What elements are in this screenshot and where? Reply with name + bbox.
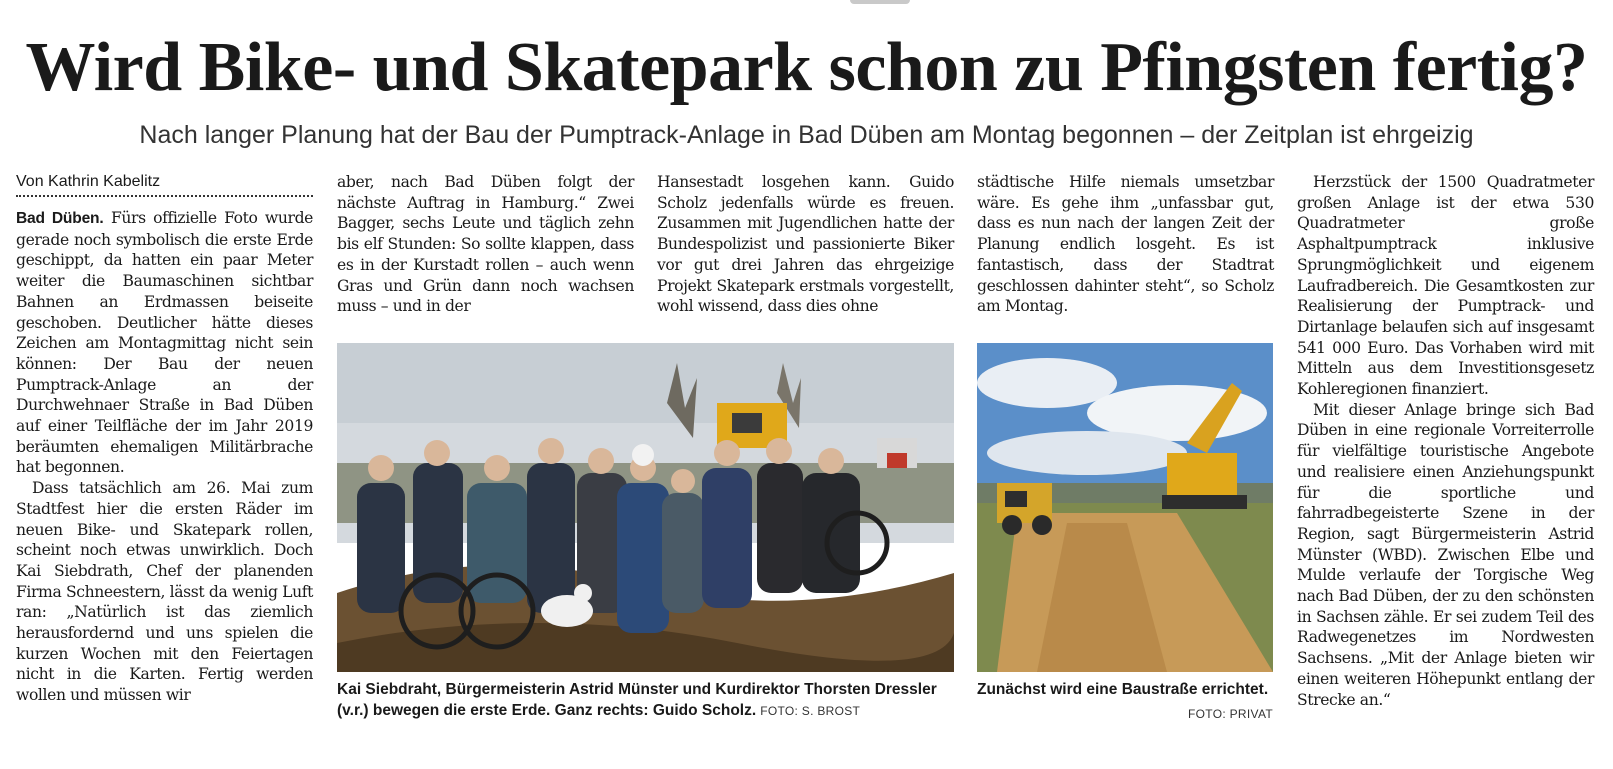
groundbreaking-photo-caption [337, 679, 954, 722]
paragraph-1-text: Fürs offizielle Foto wurde gerade noch symbolisch die erste Erde geschippt, da hatten ein paar Meter weiter die Baumaschinen sichtbar Bahnen an Erdmassen beiseite geschoben. Deutlicher hätte dieses Zeichen am Montagmittag nicht sein können: Der Bau der neuen Pumptrack-Anlage an der Durchwehnaer Straße in Bad Düben auf einer Teilfläche der im Jahr 2019 beräumten ehemaligen Militärbrache hat begonnen. [16, 209, 313, 477]
column-3-text: Hansestadt losgehen kann. Guido Scholz jedenfalls würde es freuen. Zusammen mit Jugendlichen hatte der Bundespolizist und passionierte Biker vor gut drei Jahren das ehrgeizige Projekt Skatepark erstmals vorgestellt, wohl wissend, dass dies ohne [657, 173, 954, 316]
article-column-5 [1297, 172, 1594, 710]
paragraph-2: Dass tatsächlich am 26. Mai zum Stadtfest hier die ersten Räder im neuen Bike- und Skatepark rollen, scheint noch etwas unwirklich. Doch Kai Siebdrath, Chef der planenden Firma Schneestern, lässt da wenig Luft ran: „Natürlich ist das ziemlich herausfordernd und uns spielen die kurzen Wochen mit den Feiertagen nicht in die Karten. Fertig werden wollen und müssen wir [16, 479, 313, 705]
groundbreaking-photo [337, 343, 954, 672]
column-5-paragraph-2: Mit dieser Anlage bringe sich Bad Düben in eine regionale Vorreiterrolle für vielfältige touristische Angebote und realisiere einen Anziehungspunkt für die sportliche und fahrradbegeisterte Szene in der Region, sagt Bürgermeisterin Astrid Münster (WBD). Zwischen Elbe und Mulde verlaufe der Torgische Weg nach Bad Düben, der zu den schönsten in Sachsen zähle. Er sei zudem Teil des Radwegenetzes im Nordwesten Sachsens. „Mit der Anlage bieten wir einen weiteren Höhepunkt entlang der Strecke an.“ [1297, 400, 1594, 709]
subheadline: Nach langer Planung hat der Bau der Pumptrack-Anlage in Bad Düben am Montag begonnen – der Zeitplan ist ehrgeizig [139, 121, 1474, 149]
groundbreaking-photo-image [337, 343, 954, 672]
column-2-text: aber, nach Bad Düben folgt der nächste Auftrag in Hamburg.“ Zwei Bagger, sechs Leute und täglich zehn bis elf Stunden: So sollte klappen, dass es in der Kurstadt rollen – auch wenn Gras und Grün dann noch wachsen muss – und in der [337, 173, 634, 316]
column-4-text: städtische Hilfe niemals umsetzbar wäre. Es gehe ihm „unfassbar gut, dass es nun nach der langen Zeit der Planung endlich losgeht. Es ist fantastisch, dass der Stadtrat geschlossen dahinter steht“, so Scholz am Montag. [977, 173, 1274, 316]
construction-road-photo-image [977, 343, 1273, 672]
article-column-1 [16, 172, 313, 706]
article-column-2 [337, 172, 634, 317]
page-top-mark [850, 0, 910, 4]
paragraph-1 [16, 208, 313, 478]
photo-credit-1: FOTO: S. BROST [760, 704, 861, 718]
article-column-3 [657, 172, 954, 317]
article-column-4 [977, 172, 1274, 317]
headline: Wird Bike- und Skatepark schon zu Pfingsten fertig? [25, 29, 1588, 106]
byline: Von Kathrin Kabelitz [16, 172, 313, 197]
construction-road-photo [977, 343, 1273, 672]
construction-road-photo-caption [977, 679, 1273, 725]
caption-2-text: Zunächst wird eine Baustraße errichtet. [977, 681, 1269, 698]
dateline: Bad Düben. [16, 210, 104, 227]
column-5-paragraph-1: Herzstück der 1500 Quadratmeter großen Anlage ist der etwa 530 Quadratmeter große Asphaltpumptrack inklusive Sprungmöglichkeit und eigenem Laufradbereich. Die Gesamtkosten zur Realisierung der Pumptrack- und Dirtanlage belaufen sich auf insgesamt 541 000 Euro. Das Vorhaben wird mit Mitteln aus dem Investitionsgesetz Kohleregionen finanziert. [1297, 173, 1594, 399]
photo-credit-2: FOTO: PRIVAT [1188, 707, 1273, 721]
caption-1-text: Kai Siebdraht, Bürgermeisterin Astrid Münster und Kurdirektor Thorsten Dressler (v.r.) bewegen die erste Erde. Ganz rechts: Guido Scholz. [337, 681, 937, 719]
